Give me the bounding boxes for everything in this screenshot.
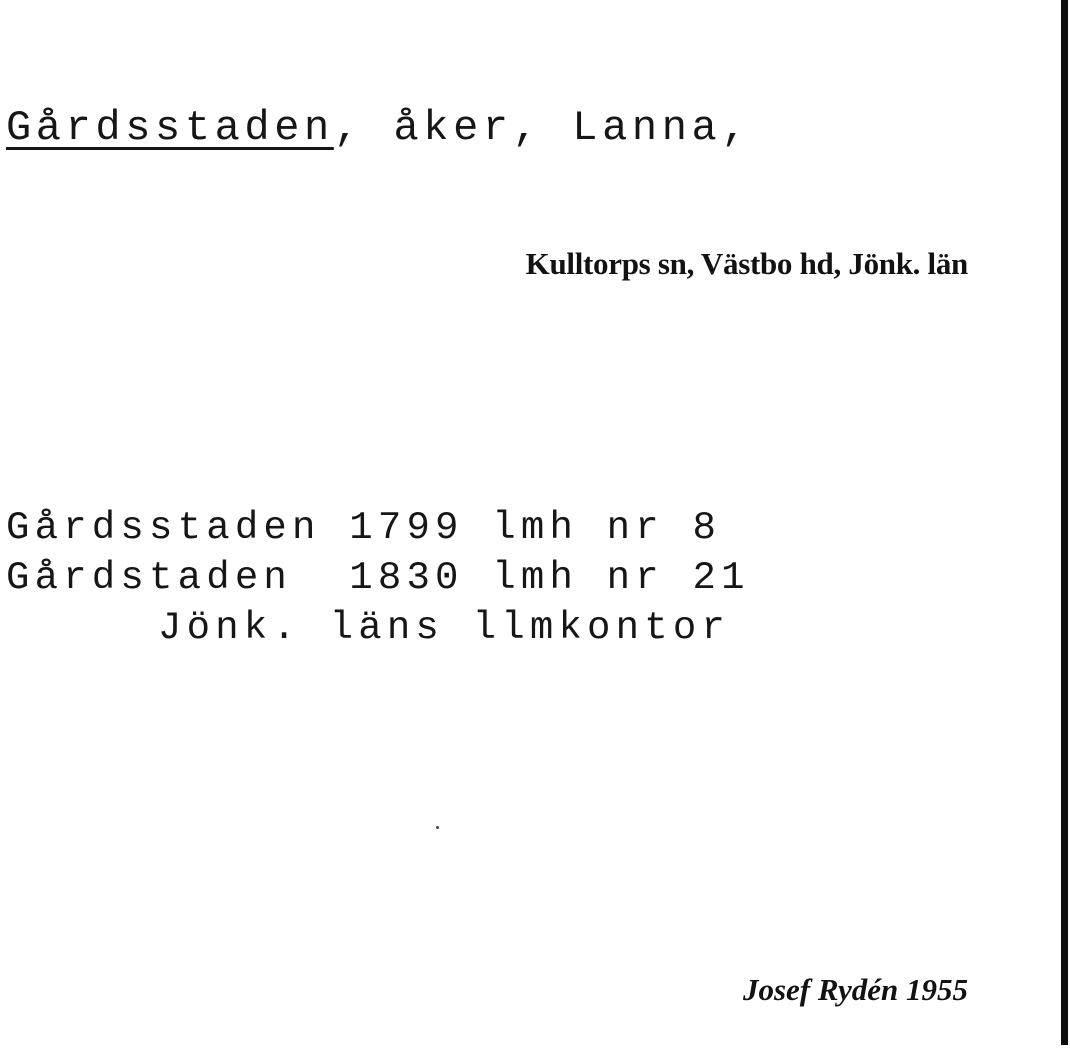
source-line-1: Gårdsstaden 1799 lmh nr 8 <box>6 506 722 550</box>
source-line-3: Jönk. läns llmkontor <box>158 606 731 650</box>
signature: Josef Rydén 1955 <box>742 972 968 1007</box>
headword: Gårdsstaden <box>6 104 334 152</box>
source-line-2: Gårdstaden 1830 lmh nr 21 <box>6 556 750 600</box>
speck-mark <box>436 826 439 829</box>
heading-qualifiers: , åker, Lanna, <box>333 104 752 152</box>
heading-line <box>6 104 751 152</box>
card-edge-line <box>1061 0 1068 1045</box>
parish-line: Kulltorps sn, Västbo hd, Jönk. län <box>525 246 968 281</box>
